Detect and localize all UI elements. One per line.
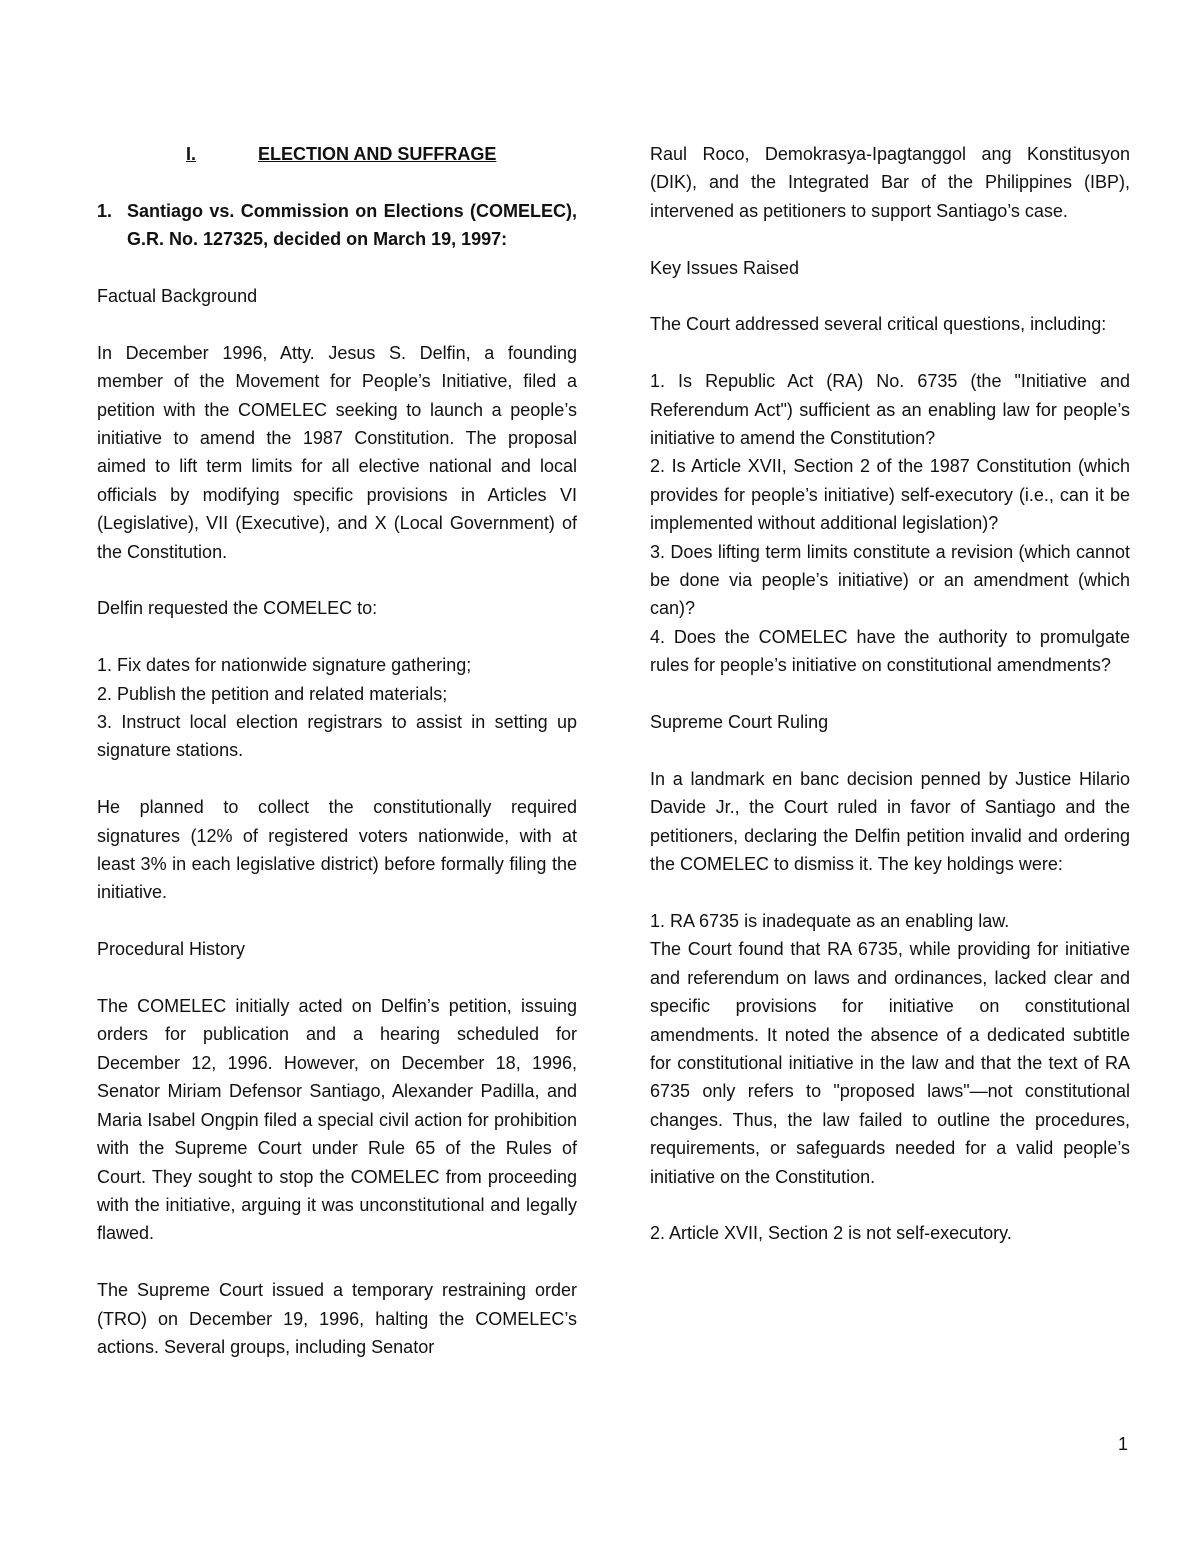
section-title: ELECTION AND SUFFRAGE [258,144,497,164]
key-issues-intro: The Court addressed several critical questions, including: [650,314,1107,335]
factual-background-label: Factual Background [97,286,258,306]
signature-plan-paragraph: He planned to collect the constitutionally required signatures (12% of registered voters nationwide, with at least 3% in each legislative district) before formally filing the initiative. [97,797,577,903]
issue-item: 2. Is Article XVII, Section 2 of the 1987 Constitution (which provides for people’s initiative) self-executory (i.e., can it be implemented without additional legislation)? [650,456,1130,534]
tro-paragraph: The Supreme Court issued a temporary restraining order (TRO) on December 19, 1996, halting the COMELEC’s actions. Several groups, including Senator [97,1280,577,1357]
procedural-history-label: Procedural History [97,939,246,960]
holding-2-title: 2. Article XVII, Section 2 is not self-executory. [650,1223,1012,1244]
case-title-text: Santiago vs. Commission on Elections (COMELEC), G.R. No. 127325, decided on March 19, 1997: [127,200,577,250]
key-issues-label: Key Issues Raised [650,257,800,278]
request-item: 2. Publish the petition and related materials; [97,683,448,704]
case-number: 1. [97,200,113,221]
case-title [97,197,577,254]
section-numeral: I. [186,144,197,164]
request-item: 3. Instruct local election registrars to assist in setting up signature stations. [97,712,577,761]
issue-item: 1. Is Republic Act (RA) No. 6735 (the "Initiative and Referendum Act") sufficient as an enabling law for people’s initiative to amend the Constitution? [650,371,1130,449]
holding-1-paragraph: The Court found that RA 6735, while providing for initiative and referendum on laws and ordinances, lacked clear and specific provisions for initiative on constitutional amendments. It noted the absence of a dedicated subtitle for constitutional initiative in the law and that the text of RA 6735 only refers to "proposed laws"—not constitutional changes. Thus, the law failed to outline the procedures, requirements, or safeguards needed for a valid people’s initiative on the Constitution. [650,939,1130,1187]
intervenors-paragraph: Raul Roco, Demokrasya-Ipagtanggol ang Konstitusyon (DIK), and the Integrated Bar of the Philippines (IBP), intervened as petitioners to support Santiago’s case. [650,144,1130,221]
ruling-label: Supreme Court Ruling [650,712,829,733]
issue-item: 4. Does the COMELEC have the authority to promulgate rules for people’s initiative on constitutional amendments? [650,626,1130,676]
right-column [650,140,1130,1248]
issue-item: 3. Does lifting term limits constitute a revision (which cannot be done via people’s initiative) or an amendment (which can)? [650,541,1130,619]
requests-intro: Delfin requested the COMELEC to: [97,598,378,619]
section-heading [97,140,577,168]
request-item: 1. Fix dates for nationwide signature gathering; [97,655,472,676]
left-column [97,140,577,1361]
ruling-paragraph: In a landmark en banc decision penned by Justice Hilario Davide Jr., the Court ruled in favor of Santiago and the petitioners, declaring the Delfin petition invalid and ordering the COMELEC to dismiss it. The key holdings were: [650,768,1130,875]
holding-1-title: 1. RA 6735 is inadequate as an enabling law. [650,910,1010,931]
page-number: 1 [1117,1434,1128,1454]
procedural-history-paragraph: The COMELEC initially acted on Delfin’s petition, issuing orders for publication and a hearing scheduled for December 12, 1996. However, on December 18, 1996, Senator Miriam Defensor Santiago, Alexander Padilla, and Maria Isabel Ongpin filed a special civil action for prohibition with the Supreme Court under Rule 65 of the Rules of Court. They sought to stop the COMELEC from proceeding with the initiative, arguing it was unconstitutional and legally flawed. [97,996,577,1244]
factual-background-paragraph: In December 1996, Atty. Jesus S. Delfin, a founding member of the Movement for People’s Initiative, filed a petition with the COMELEC seeking to launch a people’s initiative to amend the 1987 Constitution. The proposal aimed to lift term limits for all elective national and local officials by modifying specific provisions in Articles VI (Legislative), VII (Executive), and X (Local Government) of the Constitution. [97,342,577,562]
